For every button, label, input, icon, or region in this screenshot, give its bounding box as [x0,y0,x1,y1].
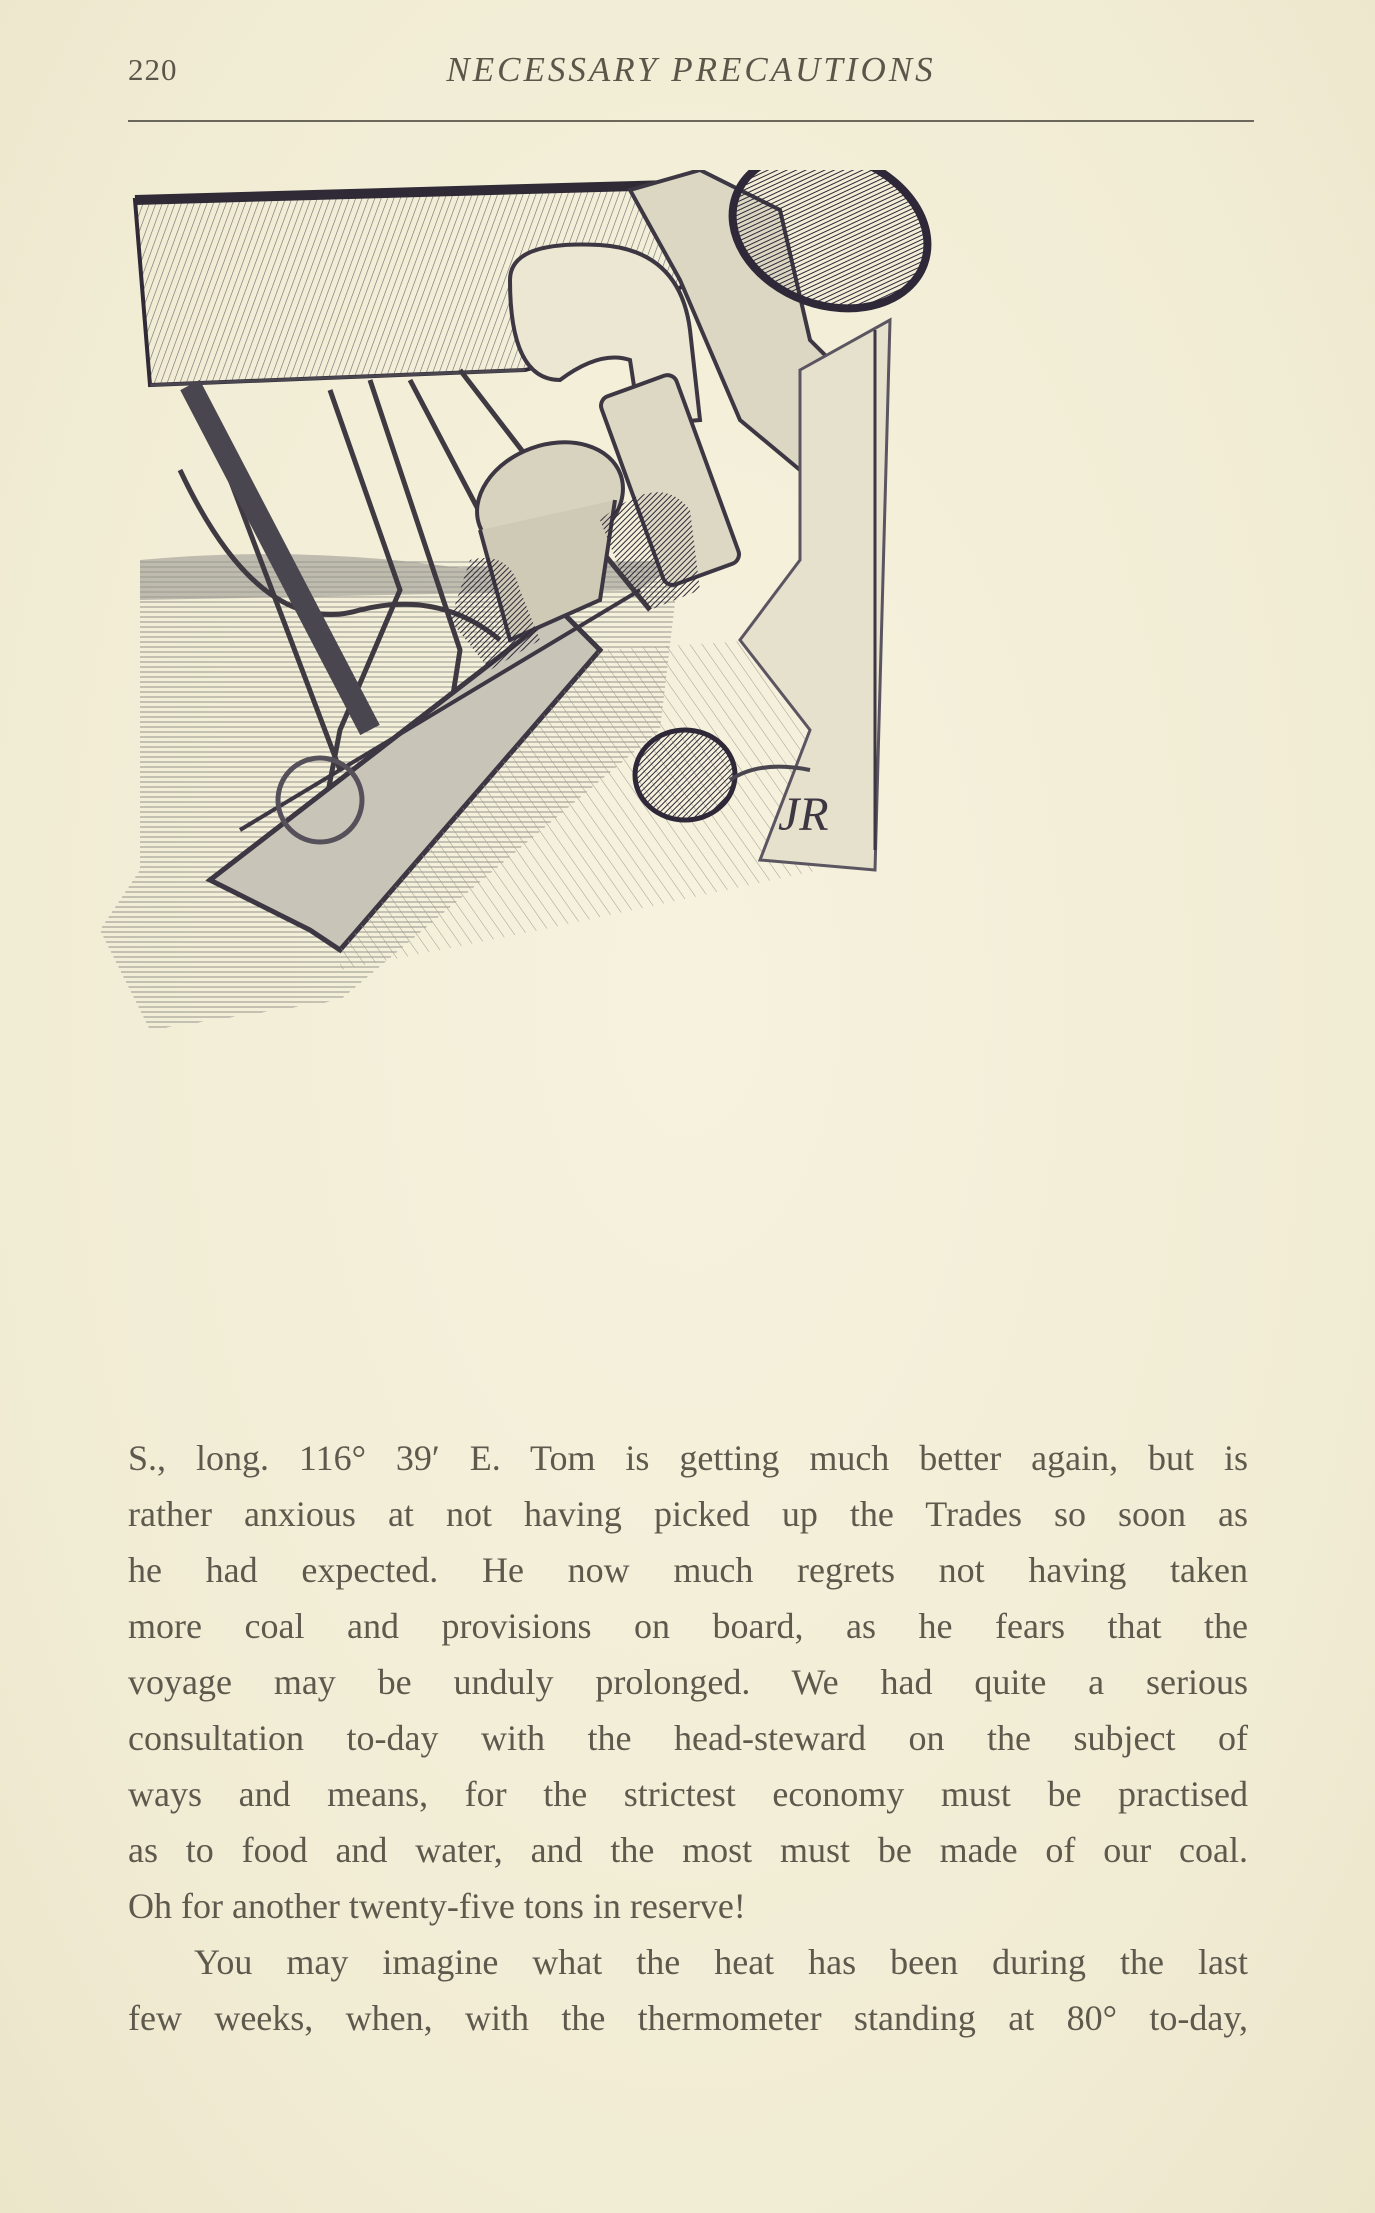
running-title: NECESSARY PRECAUTIONS [446,50,936,89]
text-line: few weeks, when, with the thermometer standing at 80° to-day, [128,1998,1248,2038]
artist-monogram: JR [778,788,829,841]
text-line: consultation to-day with the head-steward on the subject of [128,1718,1248,1758]
text-line: rather anxious at not having picked up the Trades so soon as [128,1494,1248,1534]
body-text [128,1430,1248,2046]
ship-deck-engraving [40,170,1335,1370]
text-line: You may imagine what the heat has been during the last [194,1942,1248,1982]
text-line: ways and means, for the strictest economy must be practised [128,1774,1248,1814]
text-line: he had expected. He now much regrets not having taken [128,1550,1248,1590]
bucket [635,730,735,820]
page-number: 220 [128,52,178,87]
text-line: voyage may be unduly prolonged. We had quite a serious [128,1662,1248,1702]
text-line: Oh for another twenty-five tons in reserve! [128,1886,746,1926]
paragraph-2 [128,1934,1248,2046]
paragraph-1 [128,1430,1248,1934]
text-line: as to food and water, and the most must be made of our coal. [128,1830,1248,1870]
text-line: S., long. 116° 39′ E. Tom is getting much better again, but is [128,1438,1248,1478]
header-rule [128,120,1254,122]
text-line: more coal and provisions on board, as he fears that the [128,1606,1248,1646]
page-header [128,48,1254,98]
